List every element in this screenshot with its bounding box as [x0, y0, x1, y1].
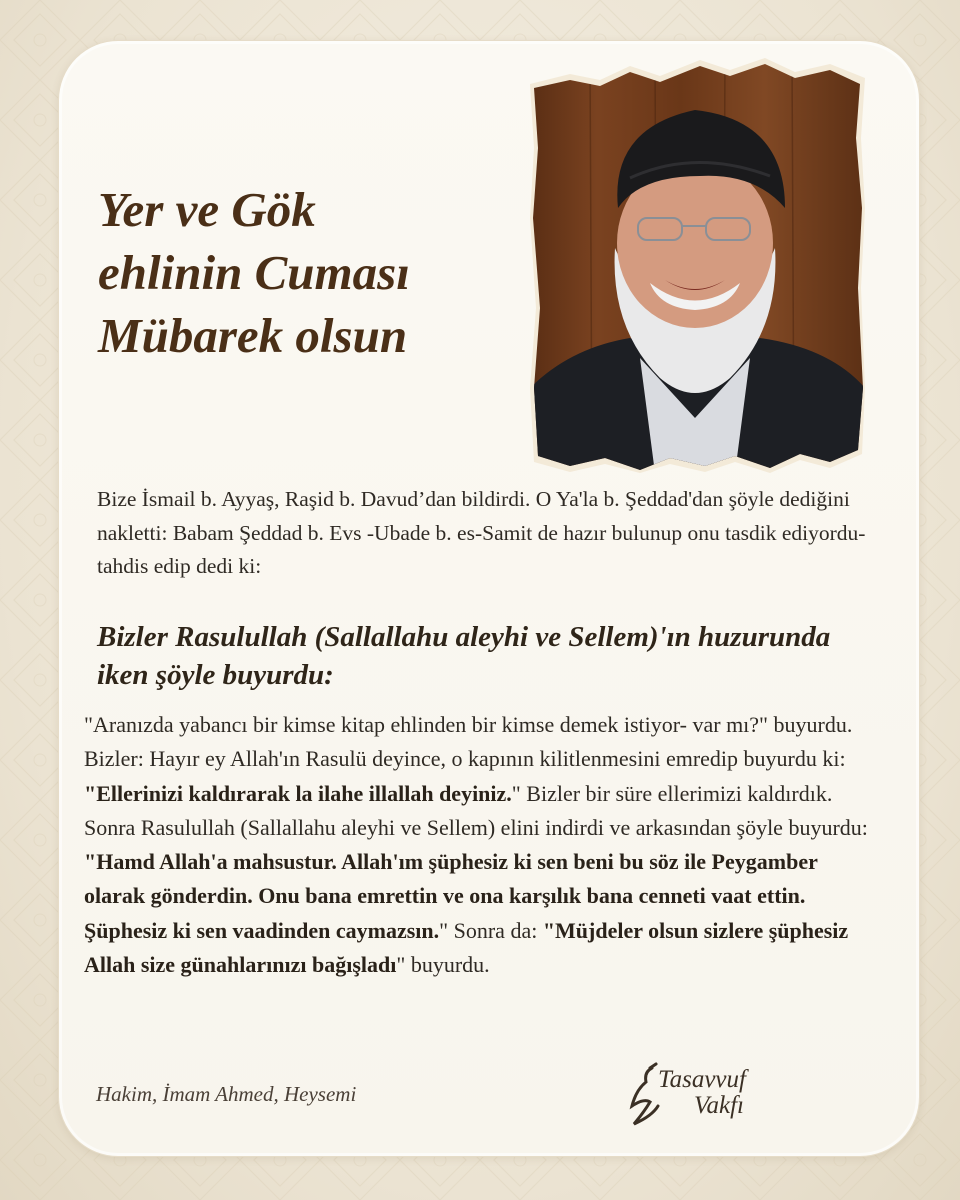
body-text-2: " Bizler bir süre ellerimizi kaldırdık. Sonra Rasulullah (Sallallahu aleyhi ve Sellem) elini indirdi ve arkasından şöyle buyurdu:	[84, 780, 868, 840]
page-title	[98, 178, 518, 367]
body-text-1: "Aranızda yabancı bir kimse kitap ehlinden bir kimse demek istiyor- var mı?" buyurdu. Bizler: Hayır ey Allah'ın Rasulü deyince, o kapının kilitlenmesini emredip buyurdu ki:	[84, 712, 853, 772]
logo-text-line-1: Tasavvuf	[658, 1066, 746, 1093]
body-quote-3: "Müjdeler olsun sizlere şüphesiz Allah size günahlarınızı bağışladı	[84, 917, 849, 978]
source-citation: Hakim, İmam Ahmed, Heysemi	[96, 1082, 357, 1106]
body-text-3: " Sonra da:	[439, 917, 543, 943]
body-quote-2: "Hamd Allah'a mahsustur. Allah'ım şüphesiz ki sen beni bu söz ile Peygamber olarak gönderdin. Onu bana emrettin ve ona karşılık bana cenneti vaat ettin. Şüphesiz ki sen vaadinden caymazsın.	[84, 849, 818, 943]
hadith-subtitle: Bizler Rasulullah (Sallallahu aleyhi ve Sellem)'ın huzurunda iken şöyle buyurdu:	[97, 621, 831, 691]
intro-paragraph: Bize İsmail b. Ayyaş, Raşid b. Davud’dan bildirdi. O Ya'la b. Şeddad'dan şöyle dediğini nakletti: Babam Şeddad b. Evs -Ubade b. es-Samit de hazır bulunup onu tasdik ediyordu- tahdis edip dedi ki:	[97, 487, 866, 578]
body-quote-1: "Ellerinizi kaldırarak la ilahe illallah deyiniz.	[84, 780, 512, 806]
title-line-1: Yer ve Gök	[98, 182, 316, 237]
tasavvuf-vakfi-logo	[622, 1062, 792, 1132]
portrait-photo	[530, 58, 865, 473]
title-line-2: ehlinin Cuması	[98, 245, 410, 300]
hadith-body	[84, 708, 884, 982]
body-text-4: " buyurdu.	[396, 952, 490, 978]
logo-text-line-2: Vakfı	[694, 1092, 744, 1119]
title-line-3: Mübarek olsun	[98, 308, 408, 363]
